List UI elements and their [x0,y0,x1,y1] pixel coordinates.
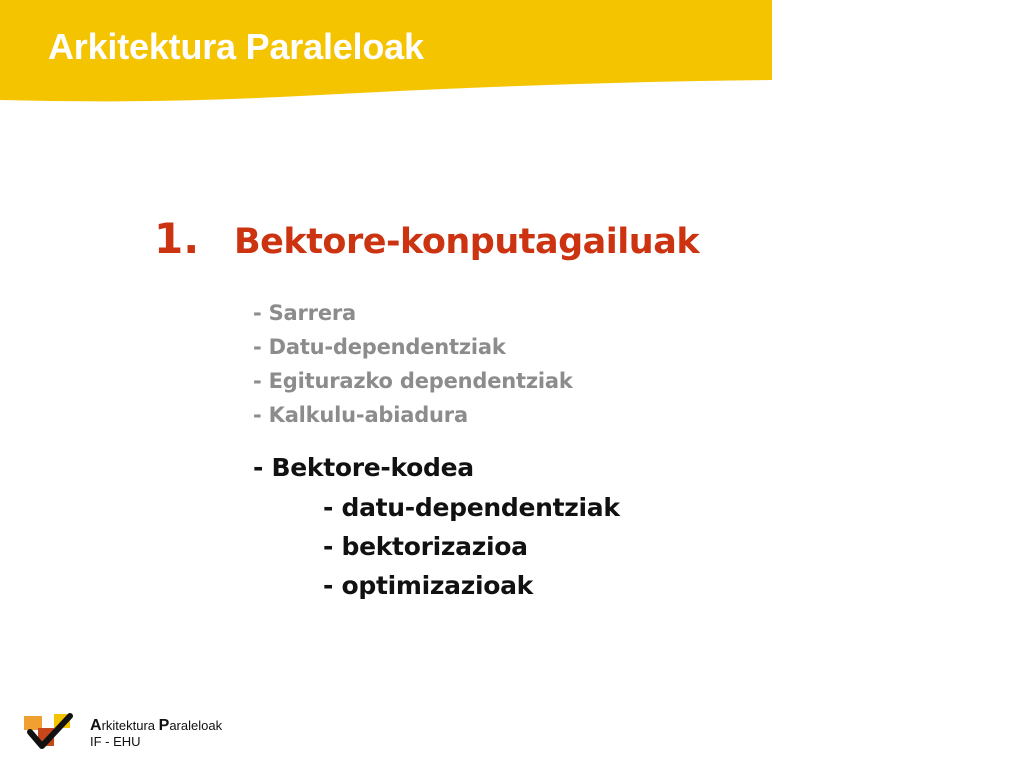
footer-initial-b: P [158,717,170,734]
section-title: Bektore-konputagailuak [234,222,700,262]
subtopic-item: - Egiturazko dependentziak [253,369,573,393]
slide-title: Arkitektura Paraleloak [48,26,424,67]
footer-line-1 [90,718,222,734]
current-topic-list [323,490,620,607]
current-topic-title: - Bektore-kodea [253,453,474,482]
current-topic-item: - optimizazioak [323,571,534,600]
footer-word-a: rkitektura [101,718,159,733]
checkmark-logo-icon [24,712,74,752]
footer-initial-a: A [90,717,102,734]
subtopic-item: - Kalkulu-abiadura [253,403,468,427]
footer-word-b: araleloak [169,718,223,733]
subtopic-item: - Sarrera [253,301,357,325]
subtopic-list [253,298,573,434]
section-number: 1. [154,214,200,263]
current-topic-item: - datu-dependentziak [323,493,620,522]
current-topic-item: - bektorizazioa [323,532,528,561]
footer-line-2: IF - EHU [90,734,141,749]
subtopic-item: - Datu-dependentziak [253,335,506,359]
section-heading [154,214,699,263]
footer-text [90,718,222,750]
